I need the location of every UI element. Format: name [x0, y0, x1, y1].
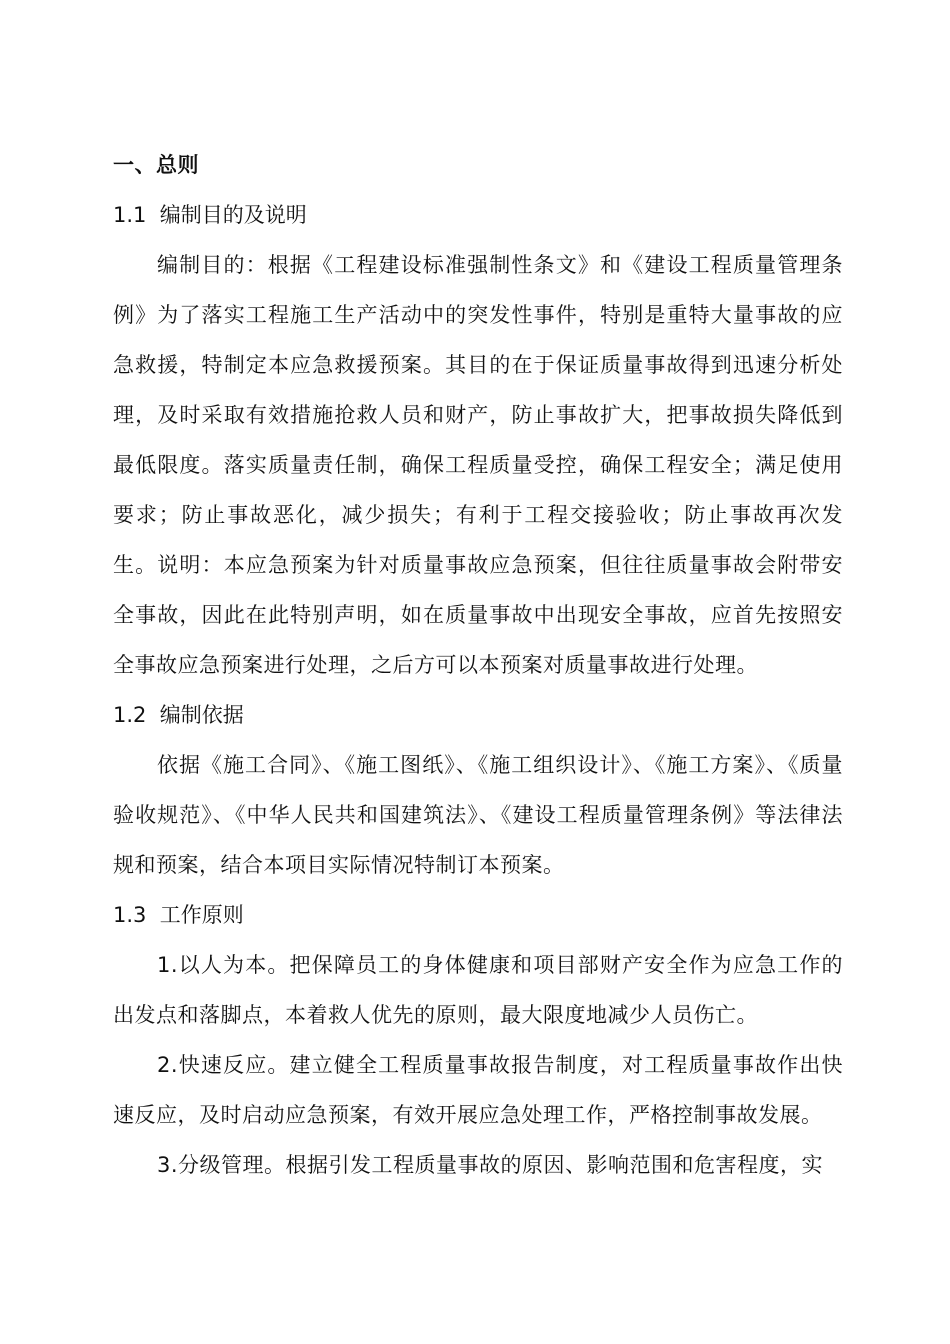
section-heading-text: 工作原则: [159, 903, 244, 927]
section-1-2: [113, 690, 843, 890]
paragraph: 依据《施工合同》、《施工图纸》、《施工组织设计》、《施工方案》、《质量验收规范》、《中华人民共和国建筑法》、《建设工程质量管理条例》等法律法规和预案，结合本项目实际情况特制订本预案。: [113, 753, 843, 877]
document-body: [113, 140, 843, 1190]
section-number: 1.2: [113, 703, 147, 727]
section-heading-text: 编制依据: [159, 703, 244, 727]
section-heading-text: 编制目的及说明: [159, 203, 307, 227]
section-number: 1.1: [113, 203, 147, 227]
section-1-3: [113, 890, 843, 1190]
principle-paragraph: 3.分级管理。根据引发工程质量事故的原因、影响范围和危害程度，实: [157, 1153, 824, 1177]
principle-paragraph: 1.以人为本。把保障员工的身体健康和项目部财产安全作为应急工作的出发点和落脚点，本着救人优先的原则，最大限度地减少人员伤亡。: [113, 953, 843, 1027]
section-heading: [113, 690, 843, 740]
section-heading: [113, 190, 843, 240]
principle-paragraph: 2.快速反应。建立健全工程质量事故报告制度，对工程质量事故作出快速反应，及时启动应急预案，有效开展应急处理工作，严格控制事故发展。: [113, 1053, 843, 1127]
paragraph: 编制目的：根据《工程建设标准强制性条文》和《建设工程质量管理条例》为了落实工程施工生产活动中的突发性事件，特别是重特大量事故的应急救援，特制定本应急救援预案。其目的在于保证质量事故得到迅速分析处理，及时采取有效措施抢救人员和财产，防止事故扩大，把事故损失降低到最低限度。落实质量责任制，确保工程质量受控，确保工程安全；满足使用要求；防止事故恶化，减少损失；有利于工程交接验收；防止事故再次发生。说明：本应急预案为针对质量事故应急预案，但往往质量事故会附带安全事故，因此在此特别声明，如在质量事故中出现安全事故，应首先按照安全事故应急预案进行处理，之后方可以本预案对质量事故进行处理。: [113, 253, 843, 677]
section-number: 1.3: [113, 903, 147, 927]
section-1-1: [113, 190, 843, 690]
section-heading: [113, 890, 843, 940]
chapter-title: 一、总则: [113, 153, 199, 177]
